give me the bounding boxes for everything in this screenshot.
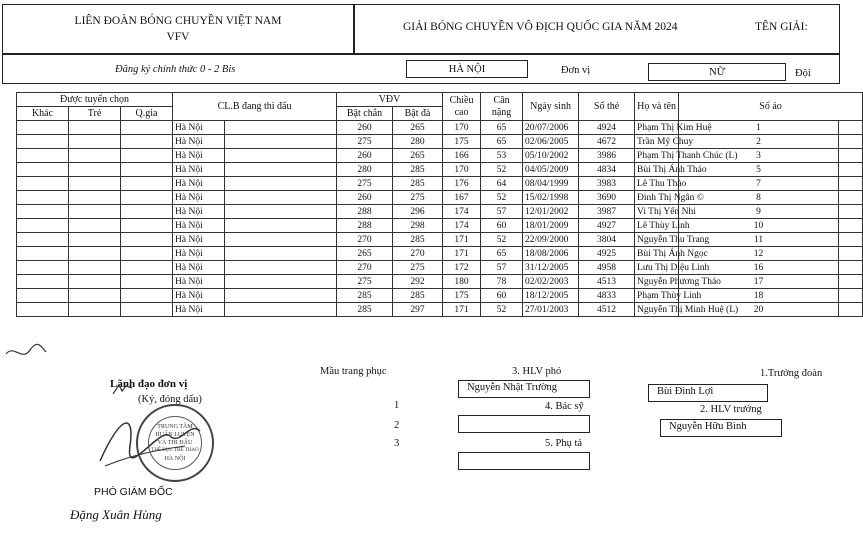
margin-mark-scribble (4, 340, 48, 364)
dob-cell: 18/12/2005 (523, 289, 579, 303)
block-cell: 260 (337, 191, 393, 205)
other-cell (17, 233, 69, 247)
dob-cell: 15/02/1998 (523, 191, 579, 205)
club-extra-cell (225, 177, 337, 191)
stamp-line-1: TRUNG TÂM (157, 424, 193, 430)
weight-cell: 65 (481, 121, 523, 135)
spike-cell: 298 (393, 219, 443, 233)
table-row (17, 205, 863, 219)
height-cell: 167 (443, 191, 481, 205)
national-cell (121, 121, 173, 135)
jersey-cell: 7 (679, 177, 839, 191)
spike-cell: 285 (393, 233, 443, 247)
height-cell: 175 (443, 135, 481, 149)
uniform-number-2: 2 (394, 420, 400, 431)
unit-leader-note: (Ký, đóng dấu) (138, 394, 202, 405)
card-cell: 3983 (579, 177, 635, 191)
table-row (17, 135, 863, 149)
table-row (17, 191, 863, 205)
unit-leader-label: Lãnh đạo đơn vị (110, 378, 188, 390)
block-cell: 260 (337, 149, 393, 163)
height-cell: 171 (443, 247, 481, 261)
youth-cell (69, 121, 121, 135)
signer-title: PHÓ GIÁM ĐỐC (94, 486, 173, 498)
jersey-blank-cell (839, 247, 863, 261)
registration-row (2, 54, 840, 84)
physio-name (458, 452, 590, 470)
weight-cell: 57 (481, 205, 523, 219)
jersey-cell: 18 (679, 289, 839, 303)
assistant-coach-label: 3. HLV phó (512, 366, 562, 377)
card-cell: 3987 (579, 205, 635, 219)
other-cell (17, 205, 69, 219)
height-cell: 174 (443, 219, 481, 233)
national-cell (121, 275, 173, 289)
national-cell (121, 191, 173, 205)
weight-cell: 52 (481, 303, 523, 317)
card-cell: 4834 (579, 163, 635, 177)
height-header: Chiều cao (443, 93, 481, 121)
dob-cell: 05/10/2002 (523, 149, 579, 163)
unit-value: HÀ NỘI (406, 60, 528, 78)
club-cell: Hà Nội (173, 233, 225, 247)
name-cell: Lưu Thị Diệu Linh (635, 261, 679, 275)
doctor-label: 4. Bác sỹ (545, 401, 584, 412)
club-cell: Hà Nội (173, 163, 225, 177)
dob-cell: 02/06/2005 (523, 135, 579, 149)
vdv-header: VĐV (337, 93, 443, 107)
youth-cell (69, 219, 121, 233)
youth-cell (69, 289, 121, 303)
jersey-blank-cell (839, 219, 863, 233)
national-header: Q.gia (121, 107, 173, 121)
card-cell: 4958 (579, 261, 635, 275)
block-cell: 275 (337, 135, 393, 149)
club-extra-cell (225, 149, 337, 163)
block-cell: 260 (337, 121, 393, 135)
club-cell: Hà Nội (173, 177, 225, 191)
youth-cell (69, 163, 121, 177)
club-extra-cell (225, 289, 337, 303)
block-cell: 288 (337, 205, 393, 219)
height-cell: 176 (443, 177, 481, 191)
height-cell: 180 (443, 275, 481, 289)
dob-cell: 08/04/1999 (523, 177, 579, 191)
stamp-line-3: VÀ THI ĐẤU (157, 440, 193, 446)
uniform-number-1: 1 (394, 400, 400, 411)
name-cell: Phạm Thị Kim Huệ (635, 121, 679, 135)
club-extra-cell (225, 121, 337, 135)
height-cell: 175 (443, 289, 481, 303)
height-cell: 174 (443, 205, 481, 219)
federation-name: LIÊN ĐOÀN BÓNG CHUYỀN VIỆT NAM (74, 15, 282, 27)
card-cell: 4927 (579, 219, 635, 233)
card-cell: 3804 (579, 233, 635, 247)
weight-cell: 52 (481, 163, 523, 177)
dob-cell: 18/01/2009 (523, 219, 579, 233)
jersey-cell: 1 (679, 121, 839, 135)
national-cell (121, 303, 173, 317)
weight-cell: 57 (481, 261, 523, 275)
card-cell: 4513 (579, 275, 635, 289)
national-cell (121, 177, 173, 191)
youth-cell (69, 149, 121, 163)
weight-cell: 52 (481, 233, 523, 247)
card-cell: 3690 (579, 191, 635, 205)
stamp-line-5: HÀ NỘI (164, 456, 186, 462)
card-cell: 4833 (579, 289, 635, 303)
national-cell (121, 247, 173, 261)
jersey-cell: 17 (679, 275, 839, 289)
doctor-name (458, 415, 590, 433)
team-label: Đội (795, 68, 811, 79)
national-cell (121, 233, 173, 247)
jersey-blank-cell (839, 191, 863, 205)
jersey-cell: 10 (679, 219, 839, 233)
dob-cell: 31/12/2005 (523, 261, 579, 275)
national-cell (121, 135, 173, 149)
other-cell (17, 303, 69, 317)
weight-cell: 60 (481, 219, 523, 233)
block-cell: 275 (337, 177, 393, 191)
name-cell: Nguyễn Thu Trang (635, 233, 679, 247)
jersey-blank-cell (839, 303, 863, 317)
table-row (17, 233, 863, 247)
other-cell (17, 177, 69, 191)
federation-header (2, 4, 354, 54)
other-header: Khác (17, 107, 69, 121)
jersey-blank-cell (839, 261, 863, 275)
youth-cell (69, 261, 121, 275)
club-cell: Hà Nội (173, 261, 225, 275)
stamp-line-2: HUẤN LUYỆN (155, 432, 195, 438)
jersey-cell: 20 (679, 303, 839, 317)
tournament-header (354, 4, 840, 54)
table-row (17, 177, 863, 191)
unit-label: Đơn vị (561, 65, 591, 76)
club-extra-cell (225, 219, 337, 233)
block-header: Bật chắn (337, 107, 393, 121)
card-header: Số thẻ (579, 93, 635, 121)
national-cell (121, 289, 173, 303)
youth-cell (69, 275, 121, 289)
youth-cell (69, 247, 121, 261)
block-cell: 285 (337, 303, 393, 317)
card-cell: 4924 (579, 121, 635, 135)
dob-header: Ngày sinh (523, 93, 579, 121)
name-cell: Trần Mỹ Chuy (635, 135, 679, 149)
table-row (17, 261, 863, 275)
team-leader-name: Bùi Đình Lợi (648, 384, 768, 402)
federation-abbr: VFV (166, 31, 190, 43)
other-cell (17, 289, 69, 303)
assistant-coach-name: Nguyễn Nhật Trường (458, 380, 590, 398)
other-cell (17, 275, 69, 289)
spike-cell: 265 (393, 149, 443, 163)
jersey-blank-cell (839, 205, 863, 219)
height-cell: 172 (443, 261, 481, 275)
national-cell (121, 205, 173, 219)
table-row (17, 121, 863, 135)
club-header: CL.B đang thi đấu (173, 93, 337, 121)
dob-cell: 04/05/2009 (523, 163, 579, 177)
registration-stage: Đăng ký chính thức 0 - 2 Bis (115, 64, 236, 75)
weight-cell: 65 (481, 247, 523, 261)
name-cell: Bùi Thị Ánh Ngọc (635, 247, 679, 261)
club-extra-cell (225, 191, 337, 205)
club-cell: Hà Nội (173, 275, 225, 289)
jersey-blank-cell (839, 121, 863, 135)
name-cell: Bùi Thị Ánh Thảo (635, 163, 679, 177)
dob-cell: 22/09/2000 (523, 233, 579, 247)
weight-cell: 60 (481, 289, 523, 303)
block-cell: 270 (337, 233, 393, 247)
name-cell: Lê Thùy Linh (635, 219, 679, 233)
table-row (17, 303, 863, 317)
club-extra-cell (225, 205, 337, 219)
dob-cell: 02/02/2003 (523, 275, 579, 289)
club-cell: Hà Nội (173, 205, 225, 219)
physio-label: 5. Phụ tá (545, 438, 583, 449)
youth-cell (69, 303, 121, 317)
youth-cell (69, 205, 121, 219)
roster-table (16, 92, 863, 317)
table-row (17, 289, 863, 303)
national-cell (121, 149, 173, 163)
youth-cell (69, 177, 121, 191)
table-row (17, 275, 863, 289)
table-row (17, 149, 863, 163)
dob-cell: 18/08/2006 (523, 247, 579, 261)
dob-cell: 20/07/2006 (523, 121, 579, 135)
other-cell (17, 247, 69, 261)
height-cell: 166 (443, 149, 481, 163)
club-cell: Hà Nội (173, 135, 225, 149)
jersey-blank-cell (839, 149, 863, 163)
other-cell (17, 261, 69, 275)
weight-cell: 52 (481, 191, 523, 205)
club-extra-cell (225, 261, 337, 275)
club-cell: Hà Nội (173, 289, 225, 303)
spike-cell: 275 (393, 191, 443, 205)
name-cell: Nguyễn Thị Minh Huệ (L) (635, 303, 679, 317)
club-cell: Hà Nội (173, 191, 225, 205)
other-cell (17, 219, 69, 233)
name-cell: Lê Thu Thảo (635, 177, 679, 191)
table-row (17, 163, 863, 177)
jersey-header: Số áo (679, 93, 863, 121)
block-cell: 288 (337, 219, 393, 233)
spike-header: Bật đà (393, 107, 443, 121)
dob-cell: 27/01/2003 (523, 303, 579, 317)
card-cell: 3986 (579, 149, 635, 163)
other-cell (17, 135, 69, 149)
weight-cell: 65 (481, 135, 523, 149)
tournament-label: TÊN GIẢI: (755, 21, 808, 33)
table-header-row-1 (17, 93, 863, 107)
club-cell: Hà Nội (173, 247, 225, 261)
club-cell: Hà Nội (173, 303, 225, 317)
spike-cell: 292 (393, 275, 443, 289)
national-cell (121, 163, 173, 177)
youth-cell (69, 135, 121, 149)
spike-cell: 297 (393, 303, 443, 317)
spike-cell: 275 (393, 261, 443, 275)
club-cell: Hà Nội (173, 121, 225, 135)
block-cell: 280 (337, 163, 393, 177)
jersey-blank-cell (839, 177, 863, 191)
jersey-cell: 16 (679, 261, 839, 275)
name-cell: Đinh Thị Ngân © (635, 191, 679, 205)
spike-cell: 285 (393, 163, 443, 177)
uniform-number-3: 3 (394, 438, 400, 449)
block-cell: 285 (337, 289, 393, 303)
small-signature-scribble (112, 382, 134, 396)
name-cell: Vi Thị Yến Nhi (635, 205, 679, 219)
height-cell: 171 (443, 303, 481, 317)
height-cell: 170 (443, 121, 481, 135)
jersey-blank-cell (839, 289, 863, 303)
head-coach-name: Nguyễn Hữu Bình (660, 419, 782, 437)
weight-cell: 64 (481, 177, 523, 191)
club-extra-cell (225, 303, 337, 317)
other-cell (17, 191, 69, 205)
jersey-blank-cell (839, 135, 863, 149)
spike-cell: 270 (393, 247, 443, 261)
signature-scribble (90, 406, 210, 476)
block-cell: 275 (337, 275, 393, 289)
table-row (17, 247, 863, 261)
club-extra-cell (225, 275, 337, 289)
spike-cell: 285 (393, 289, 443, 303)
club-extra-cell (225, 233, 337, 247)
height-cell: 171 (443, 233, 481, 247)
jersey-cell: 8 (679, 191, 839, 205)
jersey-cell: 5 (679, 163, 839, 177)
youth-cell (69, 191, 121, 205)
jersey-blank-cell (839, 233, 863, 247)
weight-cell: 53 (481, 149, 523, 163)
national-cell (121, 219, 173, 233)
block-cell: 265 (337, 247, 393, 261)
name-cell: Nguyễn Phương Thảo (635, 275, 679, 289)
youth-header: Trẻ (69, 107, 121, 121)
head-coach-label: 2. HLV trưởng (700, 404, 762, 415)
jersey-cell: 2 (679, 135, 839, 149)
dob-cell: 12/01/2002 (523, 205, 579, 219)
team-leader-label: 1.Trưởng đoàn (760, 368, 823, 379)
name-cell: Phạm Thị Thanh Chúc (L) (635, 149, 679, 163)
card-cell: 4672 (579, 135, 635, 149)
spike-cell: 285 (393, 177, 443, 191)
team-value: NỮ (648, 63, 786, 81)
table-row (17, 219, 863, 233)
jersey-cell: 11 (679, 233, 839, 247)
weight-cell: 78 (481, 275, 523, 289)
card-cell: 4512 (579, 303, 635, 317)
uniform-label: Mầu trang phục (320, 366, 387, 377)
other-cell (17, 121, 69, 135)
spike-cell: 280 (393, 135, 443, 149)
weight-header: Cân nặng (481, 93, 523, 121)
jersey-cell: 3 (679, 149, 839, 163)
national-cell (121, 261, 173, 275)
signer-name: Đặng Xuân Hùng (70, 507, 162, 522)
jersey-cell: 9 (679, 205, 839, 219)
selected-header: Được tuyển chọn (17, 93, 173, 107)
name-header: Họ và tên (635, 93, 679, 121)
club-extra-cell (225, 247, 337, 261)
height-cell: 170 (443, 163, 481, 177)
spike-cell: 296 (393, 205, 443, 219)
block-cell: 270 (337, 261, 393, 275)
card-cell: 4925 (579, 247, 635, 261)
name-cell: Phạm Thùy Linh (635, 289, 679, 303)
club-cell: Hà Nội (173, 149, 225, 163)
other-cell (17, 163, 69, 177)
other-cell (17, 149, 69, 163)
jersey-blank-cell (839, 163, 863, 177)
spike-cell: 265 (393, 121, 443, 135)
jersey-blank-cell (839, 275, 863, 289)
club-extra-cell (225, 163, 337, 177)
youth-cell (69, 233, 121, 247)
stamp-line-4: THỂ DỤC THỂ THAO (151, 448, 199, 453)
club-extra-cell (225, 135, 337, 149)
club-cell: Hà Nội (173, 219, 225, 233)
jersey-cell: 12 (679, 247, 839, 261)
tournament-name: GIẢI BÓNG CHUYỀN VÔ ĐỊCH QUỐC GIA NĂM 2024 (403, 21, 678, 33)
